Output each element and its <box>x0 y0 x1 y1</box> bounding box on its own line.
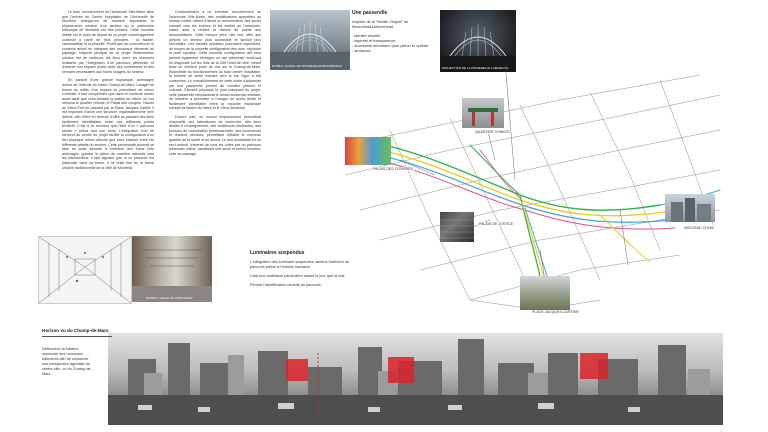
place-jacques-cartier-photo <box>520 276 570 310</box>
palais-congres-photo <box>345 137 391 165</box>
justice-building <box>440 212 474 242</box>
quartier-chinois-photo <box>462 98 504 128</box>
luminaires-line: L'intégration des luminaire suspendus ramène l'intérieur du parcours piéton à l'échelle humaine. <box>250 260 350 269</box>
passerelle-title: Une passerelle <box>352 10 388 16</box>
paragraph: D'autre part, ce nouvel emplacement permettrait d'accueillir des laboratoires de recherche, des lieux dédiés à l'enseignement, des résidences étudiantes, des bureaux de consultation professionnelle, des commerces et d'autres services, permettant d'établir le nouveau quartier de la santé et du savoir. Le tout accessible en un seul endroit, traversé de tous les côtés par un parcours piétonnier intime, canalisant une seule et même fonction, celle du passage. <box>169 115 261 156</box>
horizon-title: Horizon vu du Champ-de-Mars <box>42 328 109 333</box>
luminaires-box <box>250 250 360 312</box>
chinatown-gate <box>462 98 504 128</box>
paragraph: En partant d'une grande esplanade, aménagée autour de l'édicule du métro Champ-de-Mars, l'usager se trouve au milieu d'un espace lui permettant de mieux s'orienter. Il faut comprendre que dans un contexte urbain aussi varié que celui bordant la station du métro, on l'on retrouve le quartier chinois, le Palais des congrès, l'accès au Vieux-Port en passant par la Place Jacques-Cartier, il est important d'avoir une structure organisationnelle bien définie, afin d'être en mesure d'offrir au passant des liens facilement identifiables entre ces différents points d'intérêt. C'est à ce moment que l'idée d'un « parcours urbain » prend tout son sens. L'intégration d'un tel élément au centre du projet facilite la configuration d'un lieu physique mieux articulé que celui existant entre les différents attraits du secteur. Cette promenade pourrait se faire en toute sécurité à l'intérieur des futurs îlots aménagés, guidant le piéton de manière naturelle vers les intersections. Il faut signaler que, si ce parcours est particulier dans sa forme, il ne brise rien de la trame urbaine traditionnelle de la Ville de Montréal. <box>62 78 154 170</box>
leader-lines <box>400 62 628 280</box>
perspective-sketch <box>38 236 132 304</box>
madrid-street <box>132 236 212 302</box>
horizon-leader-line <box>42 336 112 337</box>
chum-buildings <box>665 194 715 222</box>
nouveau-chum-photo <box>665 194 715 222</box>
label-nouveau-chum: NOUVEAU CHUM <box>684 226 714 230</box>
street-grid <box>345 75 720 310</box>
passerelle-bullet: - identité visuelle <box>352 34 381 38</box>
mobile-chapel-caption: MOBILE CHAPEL DE MOOREHEAD&MOOREHEAD <box>272 64 343 68</box>
passerelle-bullet: - légèreté et transparence <box>352 39 396 43</box>
passerelle-bullet: - ambiance <box>352 49 371 53</box>
passerelle-bullet: - accessible sécuritaire pour piéton et cycliste <box>352 44 429 48</box>
panorama-photo <box>108 333 723 425</box>
paragraph: Conformément à un éventuel recouvrement de l'autoroute Ville-Marie, des modifications apportées au réseau routier offrent d'abord la concentration des accès menant vers les entrées et les sorties de l'autoroute, visant ainsi à réduire la vitesse de pointe des automobilistes. Cette mesure peut, dès lors, offrir aux piétons un secteur plus accessible et surtout plus sécuritaire. Les bandes cyclables pourraient cependant, au moyen de la nouvelle configuration des rues, rejoindre la piste cyclable. Cette nouvelle configuration des rues permet également d'intégrer un axe piétonnier mont-sud en diagonale sur les îlots de la Cité Hôtel-de-Ville, créant ainsi un meilleur point de vue sur le Champ-de-Mars. Essentielle au fonctionnement du futur centre hospitalier, la bretelle de sortie menant vers la rue Viger a été conservée. Le chevauchement de cette sortie d'autoroute par une passerelle permet de concilier piétons et voitures. Élément physique le plus marquant du projet, cette passerelle remplacerait le tunnel souterrain existant, de manière à permettre à l'usager un accès fluide et facilement identifiable entre la nouvelle esplanade bordant la station du métro et le Vieux-Montréal. <box>169 10 261 111</box>
luminaires-line: Permet l'identification visuelle du parcours. <box>250 283 322 287</box>
passerelle-intro: Inspirée de la "Mobile Chapel" de Moorehead&Moorehead <box>352 20 409 29</box>
madrid-photo <box>132 236 212 302</box>
sketch-drawing <box>39 237 131 303</box>
label-place-jacques-cartier: PLACE JACQUES-CARTIER <box>532 310 579 314</box>
label-palais-justice: PALAIS DE JUSTICE <box>479 222 514 226</box>
luminaires-title: Luminaires suspendus <box>250 250 305 256</box>
madrid-caption: MADRID "CALLE DE PRECIADOS" <box>146 296 194 300</box>
luminaires-line: Crée une ambiance particulière autant le jour que la nuit. <box>250 274 346 278</box>
projection-caption: PROJECTION DE LA PASSERELLE LUMINEUSE <box>442 66 509 70</box>
panorama-city <box>108 333 723 425</box>
paragraph: Le futur recouvrement de l'autoroute Ville-Marie ainsi que l'arrivée du Centre hospitalier de l'Université de Montréal changeront de manière importante la physionomie urbaine d'un secteur où le patrimoine historique de Montréal est très présent. Cette nouvelle réalité est le point de départ de ce projet d'aménagement construit à partir de trois principes : la fluidité, l'accessibilité et la sécurité. Plutôt que de concurrencer le contexte actuel en intégrant des nouveaux éléments au paysage, l'objectif principal de ce projet d'intervention urbaine est de renforcer les liens entre les éléments existants par l'intégration d'un parcours piétonnier et d'animer son espace public avec des commerces et des services nécessaires aux futurs usagers du secteur. <box>62 10 154 74</box>
label-quartier-chinois: QUARTIER CHINOIS <box>475 130 510 134</box>
palais-justice-photo <box>440 212 474 242</box>
label-palais-congres: PALAIS DES CONGRÈS <box>373 167 413 171</box>
horizon-text: Déterminer la hauteur maximale des nouveaux bâtiments afin de conserver une perspective agréable du centre-ville, vu du Champ-de-Mars <box>42 347 92 376</box>
